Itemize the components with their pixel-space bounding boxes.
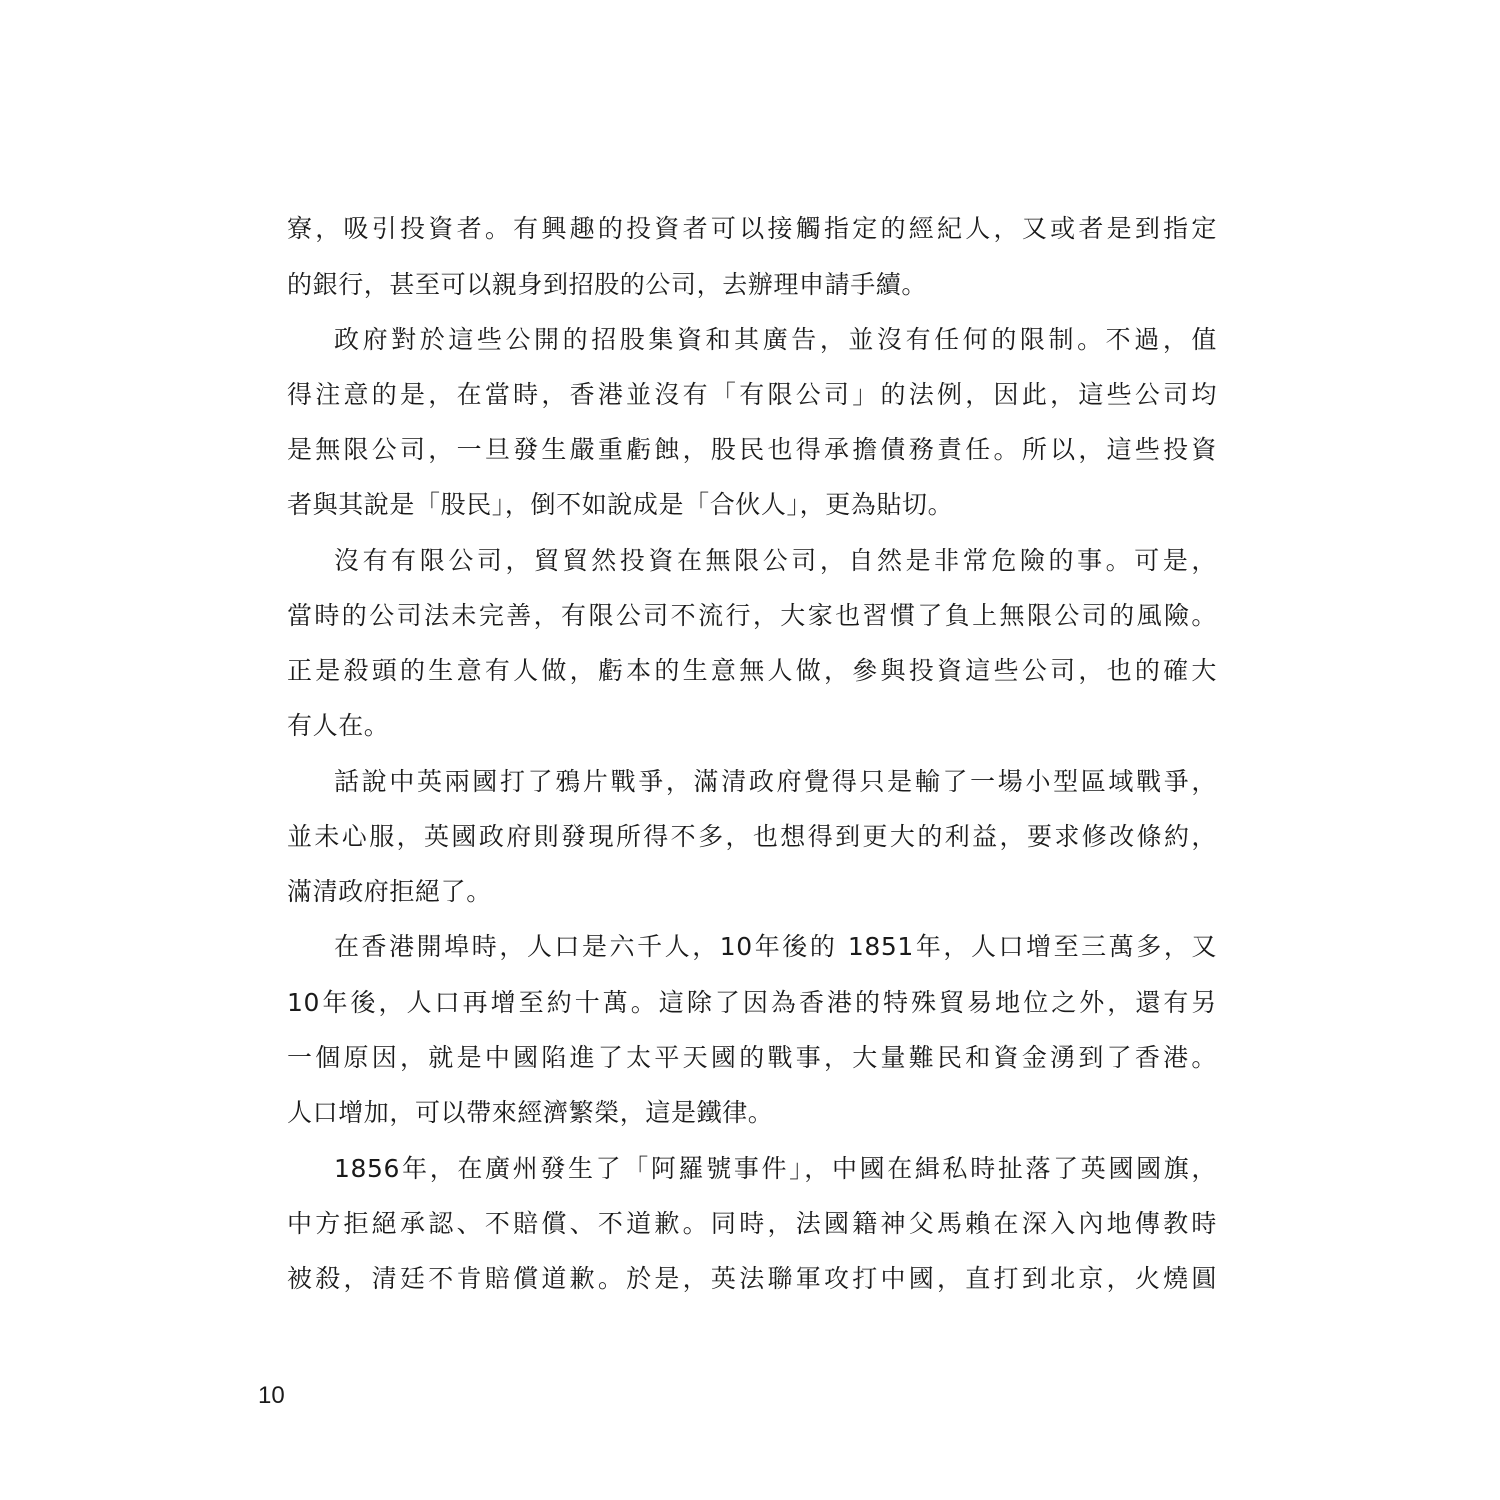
body-line-7: 沒有有限公司，貿貿然投資在無限公司，自然是非常危險的事。可是， bbox=[334, 546, 1217, 575]
body-line-17: 人口增加，可以帶來經濟繁榮，這是鐵律。 bbox=[287, 1098, 774, 1127]
body-line-3: 政府對於這些公開的招股集資和其廣告，並沒有任何的限制。不過，值 bbox=[334, 325, 1217, 354]
body-line-4: 得注意的是，在當時，香港並沒有「有限公司」的法例，因此，這些公司均 bbox=[287, 380, 1217, 409]
body-line-2: 的銀行，甚至可以親身到招股的公司，去辦理申請手續。 bbox=[287, 270, 928, 299]
body-line-15: 10年後，人口再增至約十萬。這除了因為香港的特殊貿易地位之外，還有另 bbox=[287, 988, 1217, 1017]
body-line-11: 話說中英兩國打了鴉片戰爭，滿清政府覺得只是輸了一場小型區域戰爭， bbox=[334, 767, 1217, 796]
body-line-20: 被殺，清廷不肯賠償道歉。於是，英法聯軍攻打中國，直打到北京，火燒圓 bbox=[287, 1264, 1217, 1293]
body-line-9: 正是殺頭的生意有人做，虧本的生意無人做，參與投資這些公司，也的確大 bbox=[287, 656, 1217, 685]
body-line-1: 寮，吸引投資者。有興趣的投資者可以接觸指定的經紀人，又或者是到指定 bbox=[287, 214, 1217, 243]
body-line-8: 當時的公司法未完善，有限公司不流行，大家也習慣了負上無限公司的風險。 bbox=[287, 601, 1217, 630]
body-line-5: 是無限公司，一旦發生嚴重虧蝕，股民也得承擔債務責任。所以，這些投資 bbox=[287, 435, 1217, 464]
body-line-6: 者與其說是「股民」，倒不如說成是「合伙人」，更為貼切。 bbox=[287, 490, 954, 519]
body-line-12: 並未心服，英國政府則發現所得不多，也想得到更大的利益，要求修改條約， bbox=[287, 822, 1217, 851]
body-line-10: 有人在。 bbox=[287, 711, 390, 740]
body-line-18: 1856年，在廣州發生了「阿羅號事件」，中國在緝私時扯落了英國國旗， bbox=[334, 1154, 1217, 1183]
body-line-13: 滿清政府拒絕了。 bbox=[287, 877, 492, 906]
body-line-19: 中方拒絕承認、不賠償、不道歉。同時，法國籍神父馬賴在深入內地傳教時 bbox=[287, 1209, 1217, 1238]
body-line-14: 在香港開埠時，人口是六千人，10年後的 1851年，人口增至三萬多，又 bbox=[334, 932, 1217, 961]
body-line-16: 一個原因，就是中國陷進了太平天國的戰事，大量難民和資金湧到了香港。 bbox=[287, 1043, 1217, 1072]
page-number: 10 bbox=[258, 1382, 285, 1409]
